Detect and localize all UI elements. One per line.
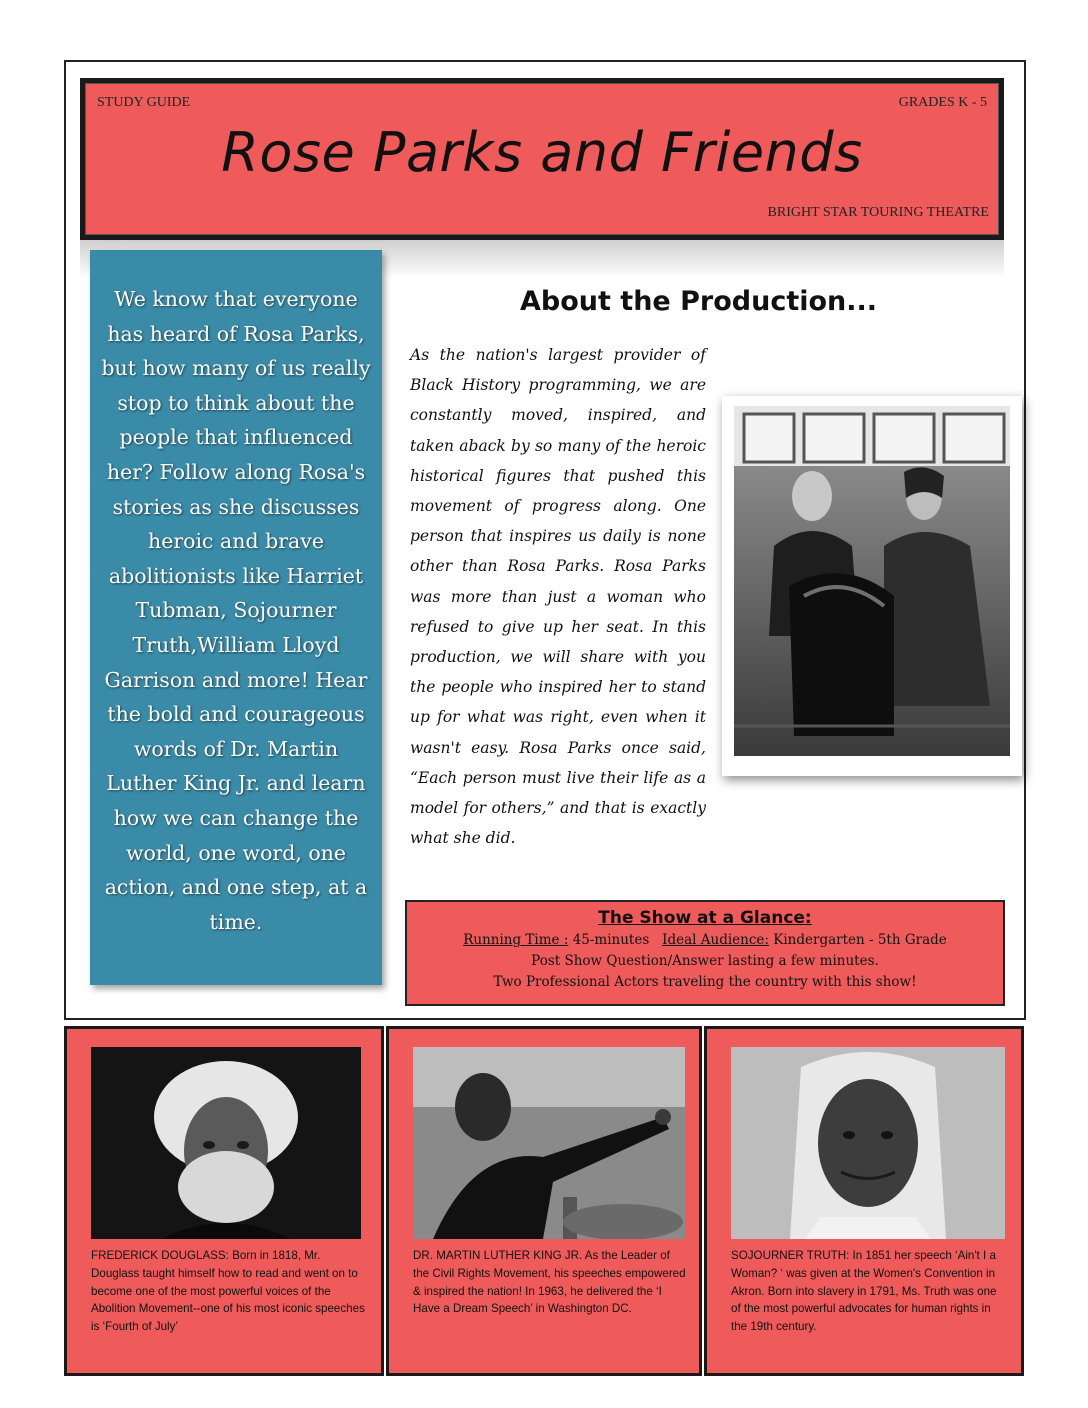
troupe-name: BRIGHT STAR TOURING THEATRE xyxy=(767,205,989,220)
king-portrait xyxy=(413,1047,685,1239)
bus-photo-image xyxy=(734,406,1010,756)
card-martin-luther-king xyxy=(386,1026,702,1376)
truth-caption: SOJOURNER TRUTH: In 1851 her speech ‘Ain't I a Woman? ‘ was given at the Women's Convention in Akron. Born into slavery in 1791, Ms. Truth was one of the most powerful advocates for human rights in the 19th century. xyxy=(731,1249,997,1334)
glance-line-1 xyxy=(407,930,1003,951)
glance-title: The Show at a Glance: xyxy=(598,908,812,928)
show-at-a-glance xyxy=(405,900,1005,1006)
header-banner xyxy=(80,78,1004,240)
glance-line-3: Two Professional Actors traveling the country with this show! xyxy=(493,974,917,990)
douglass-caption: FREDERICK DOUGLASS: Born in 1818, Mr. Douglass taught himself how to read and went on to become one of the most powerful voices of the Abolition Movement--one of his most iconic speeches is ‘Fourth of July’ xyxy=(91,1249,365,1334)
page-title: Rose Parks and Friends xyxy=(221,121,863,184)
card-sojourner-truth xyxy=(704,1026,1024,1376)
study-guide-label: STUDY GUIDE xyxy=(97,95,191,110)
douglass-portrait xyxy=(91,1047,361,1239)
running-time-label: Running Time : xyxy=(463,932,569,948)
audience-value: Kindergarten - 5th Grade xyxy=(768,932,947,948)
card-frederick-douglass xyxy=(64,1026,384,1376)
intro-text: We know that everyone has heard of Rosa Parks, but how many of us really stop to think about the people that influenced her? Follow along Rosa's stories as she discusses heroic and brave abolitionists like Harriet Tubman, Sojourner Truth,William Lloyd Garrison and more! Hear the bold and courageous words of Dr. Martin Luther King Jr. and learn how we can change the world, one word, one action, and one step, at a time. xyxy=(101,287,371,934)
audience-label: Ideal Audience: xyxy=(662,932,769,948)
about-heading: About the Production... xyxy=(520,286,878,317)
about-body: As the nation's largest provider of Black History programming, we are constantly moved, inspired, and taken aback by so many of the heroic historical figures that pushed this movement of progress along. One person that inspires us daily is none other than Rosa Parks. Rosa Parks was more than just a woman who refused to give up her seat. In this production, we will share with you the people who inspired her to stand up for what was right, even when it wasn't easy. Rosa Parks once said, “Each person must live their life as a model for others,” and that is exactly what she did. xyxy=(410,346,706,848)
bus-photo xyxy=(722,396,1022,776)
glance-line-2: Post Show Question/Answer lasting a few minutes. xyxy=(531,953,879,969)
king-caption: DR. MARTIN LUTHER KING JR. As the Leader of the Civil Rights Movement, his speeches empowered & inspired the nation! In 1963, he delivered the ‘I Have a Dream Speech’ in Washington DC. xyxy=(413,1249,686,1316)
truth-portrait xyxy=(731,1047,1005,1239)
grades-label: GRADES K - 5 xyxy=(898,95,987,110)
running-time-value: 45-minutes xyxy=(568,932,650,948)
intro-sidebar xyxy=(90,250,382,985)
